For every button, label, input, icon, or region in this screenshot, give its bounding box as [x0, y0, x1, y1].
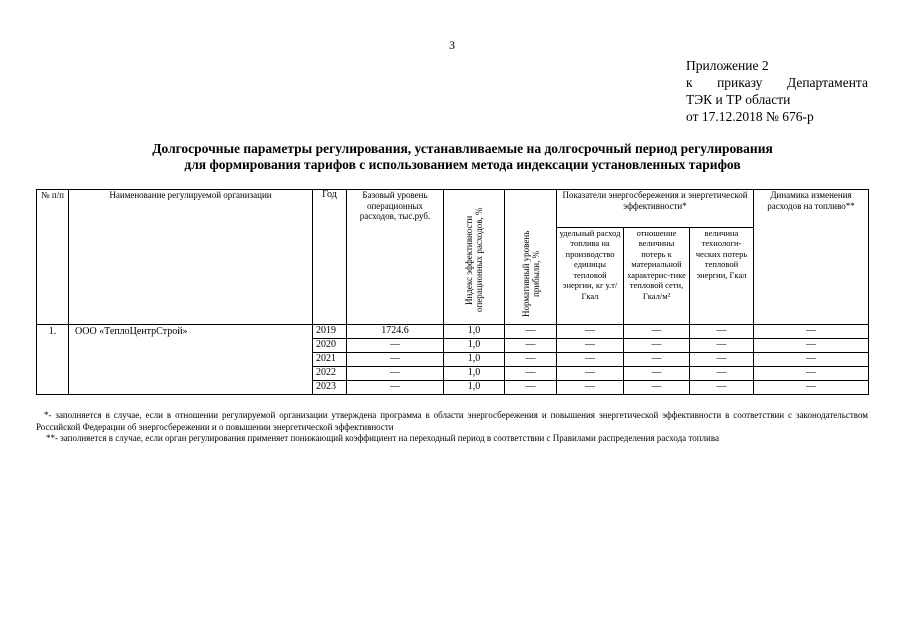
- header-efficiency-index: [444, 190, 505, 325]
- header-losses-ratio: отношение величины потерь к материальной характерис-тике тепловой сети, Гкал/м²: [624, 227, 690, 324]
- technological-losses-cell: —: [690, 367, 754, 381]
- technological-losses-cell: —: [690, 353, 754, 367]
- fuel-dynamics-cell: —: [754, 339, 869, 353]
- appendix-line-2: [686, 74, 868, 91]
- base-level-cell: —: [347, 339, 444, 353]
- losses-ratio-cell: —: [624, 339, 690, 353]
- efficiency-index-cell: 1,0: [444, 339, 505, 353]
- losses-ratio-cell: —: [624, 381, 690, 395]
- technological-losses-cell: —: [690, 325, 754, 339]
- page-number: 3: [449, 38, 455, 52]
- fuel-dynamics-cell: —: [754, 353, 869, 367]
- profit-level-cell: —: [505, 367, 557, 381]
- header-num: № п/п: [37, 190, 69, 325]
- losses-ratio-cell: —: [624, 353, 690, 367]
- specific-fuel-cell: —: [557, 353, 624, 367]
- row-number: 1.: [37, 325, 69, 395]
- document-title: [90, 141, 835, 173]
- organization-name: ООО «ТеплоЦентрСтрой»: [69, 325, 313, 395]
- year-cell: 2020: [313, 339, 347, 353]
- footnote-2: **- заполняется в случае, если орган регулирования применяет понижающий коэффициент на переходный период в соответствии с Правилами распределения расхода топлива: [46, 433, 719, 443]
- profit-level-cell: —: [505, 325, 557, 339]
- fuel-dynamics-cell: —: [754, 367, 869, 381]
- appendix-line-2-part-a: к: [686, 75, 693, 90]
- header-base-level: Базовый уровень операционных расходов, тыс.руб.: [347, 190, 444, 325]
- table-row: [37, 325, 869, 339]
- header-specific-fuel: удельный расход топлива на производство единицы тепловой энергии, кг у.т/Гкал: [557, 227, 624, 324]
- header-technological-losses: величина технологи-ческих потерь тепловой энергии, Гкал: [690, 227, 754, 324]
- header-energy-indicators: Показатели энергосбережения и энергетической эффективности*: [557, 190, 754, 228]
- technological-losses-cell: —: [690, 381, 754, 395]
- fuel-dynamics-cell: —: [754, 325, 869, 339]
- year-cell: 2019: [313, 325, 347, 339]
- profit-level-cell: —: [505, 381, 557, 395]
- efficiency-index-cell: 1,0: [444, 381, 505, 395]
- specific-fuel-cell: —: [557, 339, 624, 353]
- appendix-block: [686, 57, 868, 125]
- year-cell: 2021: [313, 353, 347, 367]
- appendix-line-2-part-b: приказу: [717, 75, 763, 90]
- document-title-line-2: для формирования тарифов с использованием метода индексации установленных тарифов: [184, 157, 741, 172]
- losses-ratio-cell: —: [624, 367, 690, 381]
- appendix-line-1: Приложение 2: [686, 58, 769, 73]
- header-profit-level: [505, 190, 557, 325]
- header-fuel-dynamics: Динамика изменения расходов на топливо**: [754, 190, 869, 325]
- base-level-cell: —: [347, 353, 444, 367]
- header-efficiency-index-text: Индекс эффективности операционных расходов, %: [464, 207, 484, 312]
- fuel-dynamics-cell: —: [754, 381, 869, 395]
- base-level-cell: —: [347, 367, 444, 381]
- footnotes: [36, 410, 868, 445]
- efficiency-index-cell: 1,0: [444, 325, 505, 339]
- appendix-line-3: ТЭК и ТР области: [686, 92, 791, 107]
- base-level-cell: 1724.6: [347, 325, 444, 339]
- footnote-1: *- заполняется в случае, если в отношении регулируемой организации утверждена программа в области энергосбережения и повышения энергетической эффективности в соответствии с законодательством Российской Федерации об энергосбережении и о повышении энергетической эффективности: [36, 410, 868, 432]
- appendix-line-4: от 17.12.2018 № 676-р: [686, 109, 814, 124]
- document-title-line-1: Долгосрочные параметры регулирования, устанавливаемые на долгосрочный период регулирования: [152, 141, 773, 156]
- specific-fuel-cell: —: [557, 367, 624, 381]
- profit-level-cell: —: [505, 353, 557, 367]
- specific-fuel-cell: —: [557, 325, 624, 339]
- efficiency-index-cell: 1,0: [444, 367, 505, 381]
- specific-fuel-cell: —: [557, 381, 624, 395]
- base-level-cell: —: [347, 381, 444, 395]
- appendix-line-2-part-c: Департамента: [786, 75, 868, 90]
- efficiency-index-cell: 1,0: [444, 353, 505, 367]
- header-year: Год: [313, 190, 347, 325]
- losses-ratio-cell: —: [624, 325, 690, 339]
- parameters-table: [36, 189, 869, 395]
- year-cell: 2022: [313, 367, 347, 381]
- profit-level-cell: —: [505, 339, 557, 353]
- year-cell: 2023: [313, 381, 347, 395]
- header-organization: Наименование регулируемой организации: [69, 190, 313, 325]
- table-header-row-1: [37, 190, 869, 228]
- technological-losses-cell: —: [690, 339, 754, 353]
- header-profit-level-text: Нормативный уровень прибыли, %: [520, 230, 541, 317]
